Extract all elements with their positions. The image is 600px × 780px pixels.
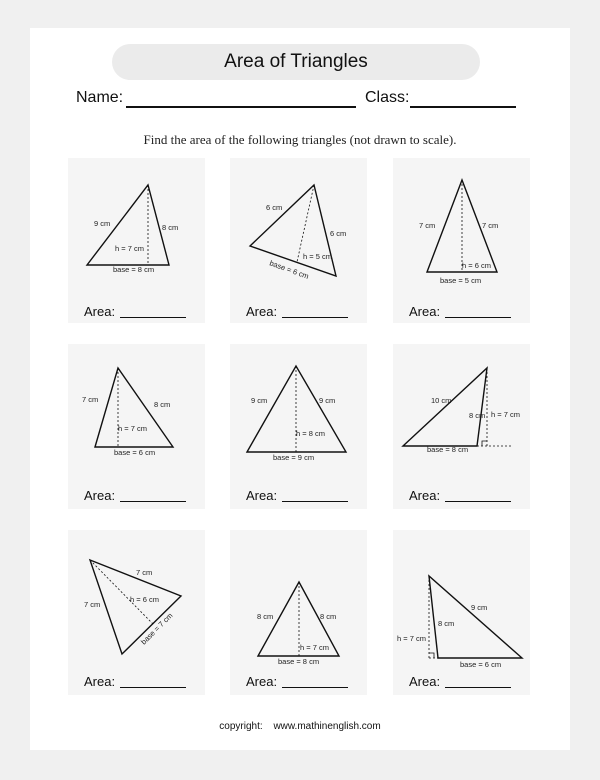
triangle-figure: [230, 530, 367, 666]
base-label: base = 8 cm: [113, 265, 155, 274]
problem-card: [230, 530, 367, 695]
class-label: Class:: [365, 89, 410, 106]
height-label: h = 6 cm: [130, 595, 159, 604]
problem-card: [68, 158, 205, 323]
height-label: h = 5 cm: [303, 252, 332, 261]
side-label: 9 cm: [471, 603, 488, 612]
problem-card: [68, 344, 205, 509]
base-label: base = 9 cm: [273, 453, 315, 462]
base-label: base = 7 cm: [139, 611, 175, 647]
side-label: 9 cm: [94, 219, 111, 228]
area-label: Area:: [84, 488, 116, 503]
side-label: 8 cm: [154, 400, 171, 409]
area-label: Area:: [409, 304, 441, 319]
name-label: Name:: [76, 89, 124, 106]
side-label: 10 cm: [431, 396, 452, 405]
area-label: Area:: [84, 304, 116, 319]
copyright-footer: [30, 721, 570, 732]
problem-card: [393, 158, 530, 323]
problem-card: [393, 530, 530, 695]
side-label: 9 cm: [319, 396, 336, 405]
copyright-label: copyright:: [219, 721, 263, 732]
area-answer-field[interactable]: [120, 501, 186, 502]
triangle-figure: [68, 344, 205, 474]
height-label: h = 7 cm: [491, 410, 520, 419]
area-label: Area:: [409, 674, 441, 689]
problem-card: [230, 158, 367, 323]
base-label: base = 5 cm: [440, 276, 482, 285]
worksheet: [30, 28, 570, 750]
area-answer-field[interactable]: [282, 317, 348, 318]
area-answer-field[interactable]: [120, 317, 186, 318]
side-label: 9 cm: [251, 396, 268, 405]
triangle-figure: [230, 344, 367, 474]
height-label: h = 6 cm: [462, 261, 491, 270]
area-answer-field[interactable]: [120, 687, 186, 688]
triangle-figure: [230, 158, 367, 288]
side-label: 6 cm: [330, 229, 347, 238]
triangle-figure: [68, 158, 205, 288]
base-label: base = 8 cm: [427, 445, 469, 454]
side-label: 7 cm: [82, 395, 99, 404]
base-label: base = 6 cm: [114, 448, 156, 457]
height-label: h = 7 cm: [115, 244, 144, 253]
instructions: Find the area of the following triangles (not drawn to scale).: [143, 132, 457, 147]
area-answer-field[interactable]: [445, 501, 511, 502]
area-label: Area:: [246, 488, 278, 503]
area-answer-field[interactable]: [282, 687, 348, 688]
triangle-figure: [393, 530, 530, 669]
problem-card: [68, 530, 205, 695]
side-label: 7 cm: [136, 568, 153, 577]
height-label: h = 7 cm: [300, 643, 329, 652]
side-label: 7 cm: [482, 221, 499, 230]
area-label: Area:: [409, 488, 441, 503]
copyright-site: www.mathinenglish.com: [273, 721, 381, 732]
area-answer-field[interactable]: [445, 687, 511, 688]
base-label: base = 6 cm: [268, 258, 310, 281]
area-label: Area:: [84, 674, 116, 689]
side-label: 8 cm: [320, 612, 337, 621]
name-field[interactable]: [126, 106, 356, 108]
side-label: 7 cm: [84, 600, 101, 609]
height-label: h = 8 cm: [296, 429, 325, 438]
triangle-figure: [68, 530, 205, 660]
problem-card: [393, 344, 530, 509]
side-label: 8 cm: [257, 612, 274, 621]
triangle-figure: [393, 158, 530, 288]
height-label: h = 7 cm: [118, 424, 147, 433]
class-field[interactable]: [410, 106, 516, 108]
side-label: 7 cm: [419, 221, 436, 230]
side-label: 6 cm: [266, 203, 283, 212]
area-label: Area:: [246, 304, 278, 319]
side-label: 8 cm: [469, 411, 486, 420]
triangle-figure: [393, 344, 530, 474]
area-label: Area:: [246, 674, 278, 689]
base-label: base = 6 cm: [460, 660, 502, 669]
height-label: h = 7 cm: [397, 634, 426, 643]
base-label: base = 8 cm: [278, 657, 320, 666]
area-answer-field[interactable]: [282, 501, 348, 502]
area-answer-field[interactable]: [445, 317, 511, 318]
problem-card: [230, 344, 367, 509]
side-label: 8 cm: [438, 619, 455, 628]
page-title: Area of Triangles: [112, 44, 480, 80]
side-label: 8 cm: [162, 223, 179, 232]
